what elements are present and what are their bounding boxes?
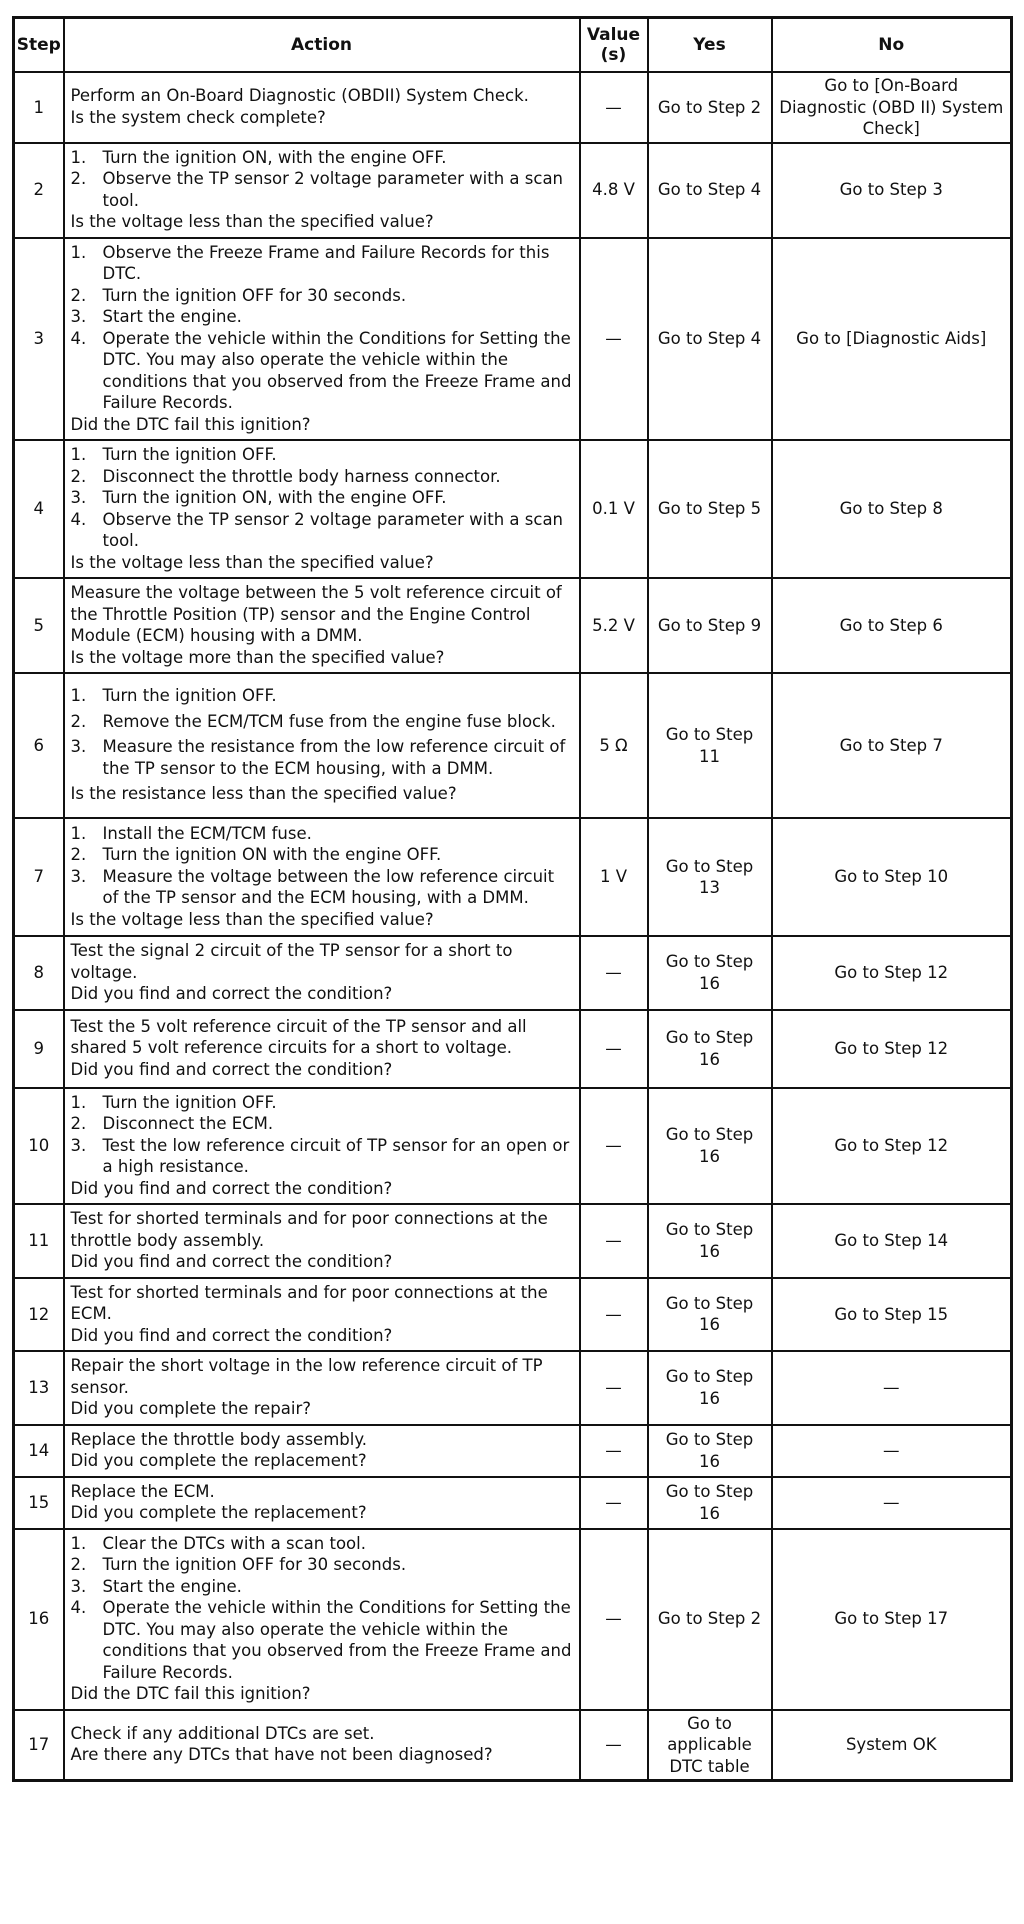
action-cell — [64, 143, 580, 238]
step-number: 8 — [14, 936, 64, 1010]
no-cell: Go to Step 12 — [772, 1010, 1012, 1088]
action-substep: Turn the ignition ON with the engine OFF. — [102, 845, 442, 865]
table-row — [14, 72, 1012, 143]
yes-cell: Go to Step 2 — [648, 72, 772, 143]
no-cell: — — [772, 1477, 1012, 1529]
action-question: Did you find and correct the condition? — [70, 1252, 393, 1271]
table-row — [14, 673, 1012, 818]
value-cell: — — [580, 936, 648, 1010]
action-cell — [64, 1204, 580, 1278]
table-row — [14, 143, 1012, 238]
action-substep: Clear the DTCs with a scan tool. — [102, 1533, 366, 1553]
table-header — [14, 18, 1012, 73]
yes-cell: Go to Step 16 — [648, 1351, 772, 1425]
action-instruction: Replace the ECM. — [70, 1481, 215, 1501]
action-instruction: Perform an On-Board Diagnostic (OBDII) System Check. — [70, 86, 529, 106]
no-cell: Go to Step 10 — [772, 818, 1012, 936]
table-row — [14, 1425, 1012, 1477]
action-instruction: Test the 5 volt reference circuit of the TP sensor and all shared 5 volt reference circuits for a short to voltage. — [70, 1016, 527, 1058]
action-question: Did you complete the repair? — [70, 1399, 311, 1418]
yes-cell: Go to Step 5 — [648, 440, 772, 578]
value-cell: — — [580, 1425, 648, 1477]
value-cell: 1 V — [580, 818, 648, 936]
table-row — [14, 1351, 1012, 1425]
step-number: 15 — [14, 1477, 64, 1529]
step-number: 13 — [14, 1351, 64, 1425]
action-substep: Turn the ignition OFF. — [102, 445, 277, 464]
no-cell: Go to Step 15 — [772, 1278, 1012, 1352]
action-substep: Observe the TP sensor 2 voltage parameter with a scan tool. — [102, 169, 564, 210]
action-substep: Observe the Freeze Frame and Failure Records for this DTC. — [102, 242, 550, 283]
header-yes: Yes — [648, 18, 772, 73]
step-number: 11 — [14, 1204, 64, 1278]
action-cell — [64, 1088, 580, 1205]
action-substeps — [71, 242, 573, 414]
header-row — [14, 18, 1012, 73]
action-instruction: Replace the throttle body assembly. — [70, 1429, 367, 1449]
action-instruction: Test the signal 2 circuit of the TP sensor for a short to voltage. — [70, 941, 513, 982]
table-row — [14, 1710, 1012, 1781]
action-question: Is the voltage less than the specified value? — [70, 909, 434, 929]
action-substep: Disconnect the ECM. — [102, 1114, 274, 1133]
no-cell: Go to Step 3 — [772, 143, 1012, 238]
yes-cell: Go to Step 16 — [648, 1204, 772, 1278]
action-question: Did you find and correct the condition? — [70, 1178, 393, 1198]
no-cell: Go to Step 6 — [772, 578, 1012, 673]
table-row — [14, 818, 1012, 936]
action-question: Are there any DTCs that have not been diagnosed? — [70, 1745, 493, 1765]
action-cell — [64, 1477, 580, 1529]
action-question: Did you find and correct the condition? — [70, 1325, 393, 1345]
value-cell: — — [580, 1204, 648, 1278]
table-body — [14, 72, 1012, 1781]
header-no: No — [772, 18, 1012, 73]
yes-cell: Go to Step 16 — [648, 1278, 772, 1352]
action-instruction: Repair the short voltage in the low reference circuit of TP sensor. — [70, 1356, 543, 1397]
step-number: 1 — [14, 72, 64, 143]
table-row — [14, 578, 1012, 673]
action-substep: Turn the ignition ON, with the engine OFF. — [102, 488, 447, 507]
step-number: 7 — [14, 818, 64, 936]
action-cell — [64, 578, 580, 673]
action-substeps — [71, 147, 573, 212]
action-substep: Operate the vehicle within the Conditions for Setting the DTC. You may also operate the vehicle within the conditions that you observed from the Freeze Frame and Failure Records. — [102, 328, 572, 412]
action-cell — [64, 1710, 580, 1781]
action-substep: Start the engine. — [102, 307, 242, 326]
action-question: Is the system check complete? — [70, 107, 326, 127]
no-cell: Go to [On-Board Diagnostic (OBD II) System Check] — [772, 72, 1012, 143]
diagnostic-table — [12, 16, 1013, 1782]
table-row — [14, 1278, 1012, 1352]
action-substeps — [71, 1533, 573, 1684]
no-cell: — — [772, 1425, 1012, 1477]
action-cell — [64, 673, 580, 818]
action-substeps — [71, 1092, 573, 1178]
yes-cell: Go to Step 9 — [648, 578, 772, 673]
table-row — [14, 1088, 1012, 1205]
action-question: Did the DTC fail this ignition? — [70, 1684, 311, 1703]
table-row — [14, 1010, 1012, 1088]
no-cell: Go to Step 12 — [772, 936, 1012, 1010]
step-number: 14 — [14, 1425, 64, 1477]
value-cell: — — [580, 1088, 648, 1205]
step-number: 4 — [14, 440, 64, 578]
action-cell — [64, 72, 580, 143]
action-cell — [64, 1278, 580, 1352]
action-instruction: Measure the voltage between the 5 volt reference circuit of the Throttle Position (TP) sensor and the Engine Control Module (ECM) housing with a DMM. — [70, 583, 562, 645]
action-cell — [64, 818, 580, 936]
value-cell: — — [580, 1529, 648, 1710]
no-cell: Go to Step 17 — [772, 1529, 1012, 1710]
action-cell — [64, 1425, 580, 1477]
value-cell: 4.8 V — [580, 143, 648, 238]
value-cell: — — [580, 1477, 648, 1529]
step-number: 5 — [14, 578, 64, 673]
action-substep: Test the low reference circuit of TP sensor for an open or a high resistance. — [102, 1135, 570, 1176]
action-cell — [64, 1351, 580, 1425]
value-cell: — — [580, 1010, 648, 1088]
action-substep: Turn the ignition ON, with the engine OFF. — [102, 147, 447, 167]
action-question: Did you find and correct the condition? — [70, 1059, 393, 1079]
no-cell: System OK — [772, 1710, 1012, 1781]
value-cell: — — [580, 238, 648, 441]
action-substep: Turn the ignition OFF for 30 seconds. — [102, 1555, 407, 1574]
step-number: 16 — [14, 1529, 64, 1710]
yes-cell: Go to Step 13 — [648, 818, 772, 936]
step-number: 9 — [14, 1010, 64, 1088]
no-cell: — — [772, 1351, 1012, 1425]
action-substep: Disconnect the throttle body harness connector. — [102, 466, 501, 486]
table-row — [14, 1204, 1012, 1278]
action-cell — [64, 1529, 580, 1710]
step-number: 2 — [14, 143, 64, 238]
action-question: Did you complete the replacement? — [70, 1503, 367, 1522]
action-question: Is the voltage less than the specified value? — [70, 212, 434, 231]
action-substeps — [71, 444, 573, 552]
step-number: 12 — [14, 1278, 64, 1352]
yes-cell: Go to Step 4 — [648, 143, 772, 238]
header-step: Step — [14, 18, 64, 73]
action-question: Did you complete the replacement? — [70, 1451, 367, 1470]
action-instruction: Test for shorted terminals and for poor connections at the throttle body assembly. — [70, 1209, 548, 1250]
yes-cell: Go to Step 11 — [648, 673, 772, 818]
yes-cell: Go to Step 4 — [648, 238, 772, 441]
yes-cell: Go to Step 2 — [648, 1529, 772, 1710]
action-substep: Turn the ignition OFF. — [102, 686, 277, 706]
action-substeps — [71, 685, 573, 779]
yes-cell: Go to Step 16 — [648, 1477, 772, 1529]
value-cell: 5 Ω — [580, 673, 648, 818]
table-row — [14, 1477, 1012, 1529]
header-value: Value (s) — [580, 18, 648, 73]
no-cell: Go to Step 12 — [772, 1088, 1012, 1205]
value-cell: 0.1 V — [580, 440, 648, 578]
action-question: Is the resistance less than the specified value? — [70, 784, 457, 804]
action-instruction: Check if any additional DTCs are set. — [70, 1723, 375, 1743]
value-cell: 5.2 V — [580, 578, 648, 673]
action-question: Did the DTC fail this ignition? — [70, 414, 311, 434]
step-number: 17 — [14, 1710, 64, 1781]
action-substep: Measure the voltage between the low reference circuit of the TP sensor and the ECM housing, with a DMM. — [102, 866, 555, 908]
yes-cell: Go to Step 16 — [648, 936, 772, 1010]
action-cell — [64, 936, 580, 1010]
header-action: Action — [64, 18, 580, 73]
action-substep: Operate the vehicle within the Conditions for Setting the DTC. You may also operate the vehicle within the conditions that you observed from the Freeze Frame and Failure Records. — [102, 1598, 572, 1682]
no-cell: Go to Step 7 — [772, 673, 1012, 818]
action-substep: Remove the ECM/TCM fuse from the engine fuse block. — [102, 711, 556, 731]
action-question: Did you find and correct the condition? — [70, 984, 393, 1003]
yes-cell: Go to Step 16 — [648, 1088, 772, 1205]
action-cell — [64, 238, 580, 441]
action-substep: Turn the ignition OFF. — [102, 1092, 277, 1112]
table-row — [14, 1529, 1012, 1710]
action-question: Is the voltage less than the specified value? — [70, 552, 434, 572]
no-cell: Go to Step 8 — [772, 440, 1012, 578]
action-substep: Observe the TP sensor 2 voltage parameter with a scan tool. — [102, 509, 564, 550]
diagnostic-table-container — [12, 16, 1010, 1782]
step-number: 3 — [14, 238, 64, 441]
action-question: Is the voltage more than the specified value? — [70, 647, 445, 667]
value-cell: — — [580, 1278, 648, 1352]
action-cell — [64, 1010, 580, 1088]
action-substep: Install the ECM/TCM fuse. — [102, 823, 312, 843]
yes-cell: Go to applicable DTC table — [648, 1710, 772, 1781]
action-cell — [64, 440, 580, 578]
action-substeps — [71, 823, 573, 909]
value-cell: — — [580, 1710, 648, 1781]
action-substep: Turn the ignition OFF for 30 seconds. — [102, 285, 407, 305]
value-cell: — — [580, 72, 648, 143]
no-cell: Go to [Diagnostic Aids] — [772, 238, 1012, 441]
no-cell: Go to Step 14 — [772, 1204, 1012, 1278]
table-row — [14, 936, 1012, 1010]
yes-cell: Go to Step 16 — [648, 1425, 772, 1477]
table-row — [14, 238, 1012, 441]
yes-cell: Go to Step 16 — [648, 1010, 772, 1088]
action-instruction: Test for shorted terminals and for poor connections at the ECM. — [70, 1282, 548, 1323]
step-number: 6 — [14, 673, 64, 818]
table-row — [14, 440, 1012, 578]
action-substep: Start the engine. — [102, 1576, 242, 1596]
step-number: 10 — [14, 1088, 64, 1205]
value-cell: — — [580, 1351, 648, 1425]
action-substep: Measure the resistance from the low reference circuit of the TP sensor to the ECM housing, with a DMM. — [102, 737, 566, 778]
